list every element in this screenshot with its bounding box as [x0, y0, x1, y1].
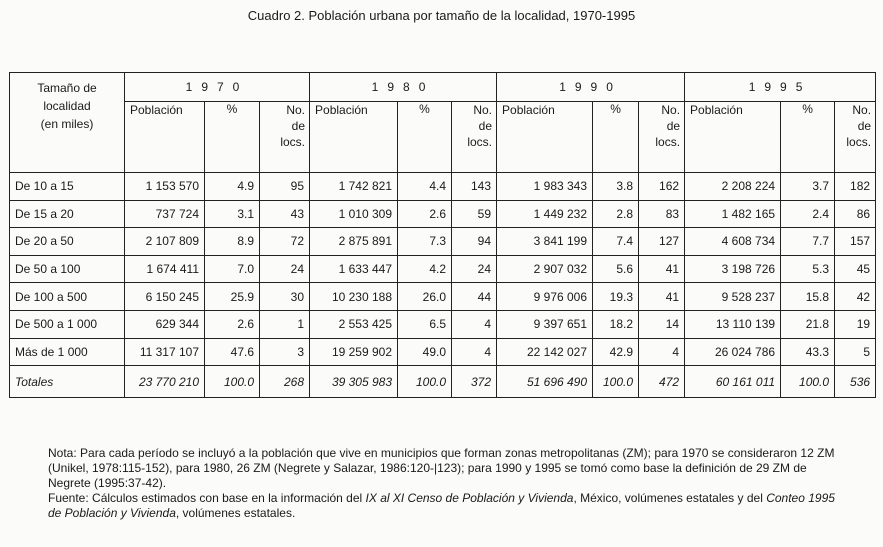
table-cell: 2.4 — [781, 200, 835, 228]
note-text: Nota: Para cada período se incluyó a la población que vive en municipios que forman zonas metropolitanas (ZM); para 1970 se consideraron 12 ZM (Unikel, 1978:115-152), para 1980, 26 ZM (Negrete y Salazar, 1986:120-|123); para 1990 y 1995 se tomó como base la definición de 29 ZM de Negrete (1995:37-42). — [48, 446, 835, 490]
year-header-1995: 1995 — [685, 73, 876, 102]
row-label: De 500 a 1 000 — [10, 310, 125, 338]
population-table — [9, 72, 876, 398]
table-cell: 24 — [452, 255, 497, 283]
table-cell: 72 — [260, 228, 310, 256]
size-header-line1: Tamaño de — [37, 81, 97, 95]
table-cell: 1 449 232 — [497, 200, 593, 228]
table-cell: 4.2 — [398, 255, 452, 283]
table-cell: 7.4 — [593, 228, 639, 256]
table-cell: 2 907 032 — [497, 255, 593, 283]
table-cell: 95 — [260, 173, 310, 201]
table-cell: 21.8 — [781, 310, 835, 338]
table-row — [10, 338, 876, 366]
table-cell: 10 230 188 — [310, 283, 398, 311]
table-cell: 22 142 027 — [497, 338, 593, 366]
col-header-locs-line: No. — [852, 103, 872, 117]
table-cell: 182 — [835, 173, 876, 201]
table-cell: 5.6 — [593, 255, 639, 283]
table-cell: 4 — [452, 338, 497, 366]
totals-label: Totales — [10, 366, 125, 398]
col-header-locs-line: No. — [473, 103, 493, 117]
totals-cell: 472 — [639, 366, 685, 398]
totals-cell: 372 — [452, 366, 497, 398]
totals-cell: 60 161 011 — [685, 366, 781, 398]
table-cell: 2 875 891 — [310, 228, 398, 256]
table-cell: 49.0 — [398, 338, 452, 366]
table-cell: 86 — [835, 200, 876, 228]
table-cell: 3 198 726 — [685, 255, 781, 283]
col-header-poblacion: Población — [125, 102, 205, 173]
table-cell: 1 983 343 — [497, 173, 593, 201]
totals-cell: 39 305 983 — [310, 366, 398, 398]
table-row — [10, 255, 876, 283]
table-cell: 157 — [835, 228, 876, 256]
table-cell: 47.6 — [205, 338, 260, 366]
row-label: De 20 a 50 — [10, 228, 125, 256]
table-cell: 26 024 786 — [685, 338, 781, 366]
source-part: , volúmenes estatales. — [175, 506, 296, 520]
table-cell: 41 — [639, 255, 685, 283]
table-cell: 9 528 237 — [685, 283, 781, 311]
totals-row — [10, 366, 876, 398]
totals-cell: 23 770 210 — [125, 366, 205, 398]
totals-cell: 100.0 — [781, 366, 835, 398]
table-cell: 41 — [639, 283, 685, 311]
row-label: De 50 a 100 — [10, 255, 125, 283]
table-cell: 2 208 224 — [685, 173, 781, 201]
table-cell: 4.4 — [398, 173, 452, 201]
table-row — [10, 310, 876, 338]
table-cell: 83 — [639, 200, 685, 228]
table-cell: 6.5 — [398, 310, 452, 338]
table-cell: 14 — [639, 310, 685, 338]
table-cell: 19 — [835, 310, 876, 338]
table-cell: 143 — [452, 173, 497, 201]
col-header-locs — [639, 102, 685, 173]
col-header-percent: % — [398, 102, 452, 173]
col-header-poblacion: Población — [310, 102, 398, 173]
table-cell: 3 841 199 — [497, 228, 593, 256]
table-cell: 2.6 — [398, 200, 452, 228]
table-cell: 43 — [260, 200, 310, 228]
source-part: , México, volúmenes estatales y del — [573, 491, 767, 505]
table-row — [10, 200, 876, 228]
col-header-locs-line: locs. — [467, 135, 493, 149]
col-header-locs-line: de — [291, 119, 306, 133]
year-header-1990: 1990 — [497, 73, 685, 102]
table-cell: 26.0 — [398, 283, 452, 311]
table-cell: 59 — [452, 200, 497, 228]
table-cell: 737 724 — [125, 200, 205, 228]
table-cell: 162 — [639, 173, 685, 201]
table-cell: 629 344 — [125, 310, 205, 338]
row-label: De 10 a 15 — [10, 173, 125, 201]
col-header-percent: % — [593, 102, 639, 173]
table-cell: 1 674 411 — [125, 255, 205, 283]
table-cell: 24 — [260, 255, 310, 283]
table-cell: 8.9 — [205, 228, 260, 256]
source-title-conteo: Conteo 1995 de Población y Vivienda — [48, 491, 835, 520]
table-cell: 15.8 — [781, 283, 835, 311]
col-header-locs-line: de — [478, 119, 493, 133]
table-cell: 45 — [835, 255, 876, 283]
col-header-percent: % — [205, 102, 260, 173]
source-title-census: IX al XI Censo de Población y Vivienda — [365, 491, 574, 505]
table-cell: 25.9 — [205, 283, 260, 311]
table-cell: 4 — [639, 338, 685, 366]
col-header-locs-line: locs. — [280, 135, 306, 149]
table-cell: 4 608 734 — [685, 228, 781, 256]
totals-cell: 51 696 490 — [497, 366, 593, 398]
size-header-line3: (en miles) — [40, 117, 94, 131]
col-header-locs-line: locs. — [655, 135, 681, 149]
table-cell: 3.7 — [781, 173, 835, 201]
table-cell: 42.9 — [593, 338, 639, 366]
table-cell: 42 — [835, 283, 876, 311]
table-cell: 2 107 809 — [125, 228, 205, 256]
table-cell: 1 — [260, 310, 310, 338]
totals-cell: 100.0 — [205, 366, 260, 398]
table-cell: 19 259 902 — [310, 338, 398, 366]
table-row — [10, 283, 876, 311]
size-header-line2: localidad — [43, 99, 91, 113]
table-cell: 3.8 — [593, 173, 639, 201]
table-cell: 2.6 — [205, 310, 260, 338]
col-header-locs-line: No. — [661, 103, 681, 117]
table-cell: 1 153 570 — [125, 173, 205, 201]
table-cell: 3.1 — [205, 200, 260, 228]
table-cell: 1 742 821 — [310, 173, 398, 201]
table-cell: 127 — [639, 228, 685, 256]
size-header — [10, 73, 125, 173]
col-header-locs-line: de — [666, 119, 681, 133]
totals-cell: 536 — [835, 366, 876, 398]
col-header-locs-line: de — [857, 119, 872, 133]
table-cell: 4 — [452, 310, 497, 338]
row-label: De 15 a 20 — [10, 200, 125, 228]
table-cell: 3 — [260, 338, 310, 366]
table-cell: 18.2 — [593, 310, 639, 338]
table-cell: 1 633 447 — [310, 255, 398, 283]
totals-cell: 268 — [260, 366, 310, 398]
table-cell: 44 — [452, 283, 497, 311]
table-cell: 1 010 309 — [310, 200, 398, 228]
table-cell: 2.8 — [593, 200, 639, 228]
table-cell: 1 482 165 — [685, 200, 781, 228]
table-notes — [48, 446, 848, 521]
col-header-percent: % — [781, 102, 835, 173]
row-label: De 100 a 500 — [10, 283, 125, 311]
table-row — [10, 228, 876, 256]
table-cell: 6 150 245 — [125, 283, 205, 311]
table-cell: 4.9 — [205, 173, 260, 201]
table-cell: 7.0 — [205, 255, 260, 283]
col-header-locs — [260, 102, 310, 173]
totals-cell: 100.0 — [593, 366, 639, 398]
table-cell: 7.3 — [398, 228, 452, 256]
col-header-locs-line: No. — [286, 103, 306, 117]
source-text — [48, 491, 848, 521]
source-part: Fuente: Cálculos estimados con base en la información del — [48, 491, 366, 505]
col-header-locs — [835, 102, 876, 173]
table-cell: 9 397 651 — [497, 310, 593, 338]
table-cell: 11 317 107 — [125, 338, 205, 366]
col-header-locs-line: locs. — [846, 135, 872, 149]
table-cell: 7.7 — [781, 228, 835, 256]
table-cell: 9 976 006 — [497, 283, 593, 311]
col-header-poblacion: Población — [685, 102, 781, 173]
col-header-locs — [452, 102, 497, 173]
row-label: Más de 1 000 — [10, 338, 125, 366]
year-header-1980: 1980 — [310, 73, 497, 102]
table-cell: 19.3 — [593, 283, 639, 311]
table-cell: 94 — [452, 228, 497, 256]
table-cell: 5 — [835, 338, 876, 366]
col-header-poblacion: Población — [497, 102, 593, 173]
table-cell: 30 — [260, 283, 310, 311]
table-row — [10, 173, 876, 201]
year-header-1970: 1970 — [125, 73, 310, 102]
totals-cell: 100.0 — [398, 366, 452, 398]
table-title: Cuadro 2. Población urbana por tamaño de la localidad, 1970-1995 — [247, 8, 636, 23]
table-cell: 13 110 139 — [685, 310, 781, 338]
table-cell: 5.3 — [781, 255, 835, 283]
table-cell: 43.3 — [781, 338, 835, 366]
table-cell: 2 553 425 — [310, 310, 398, 338]
